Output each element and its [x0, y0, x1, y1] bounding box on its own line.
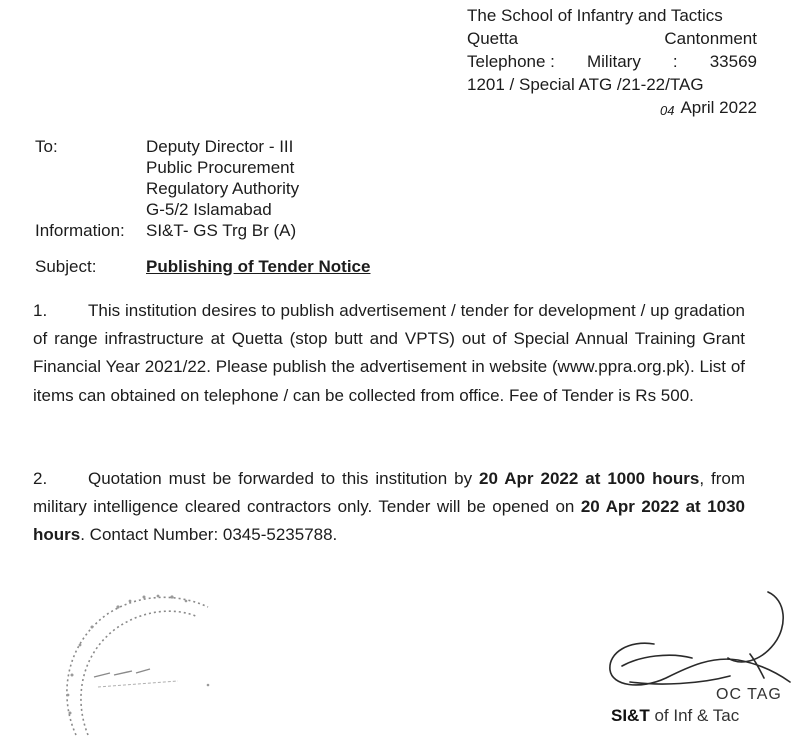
recipient-line: Regulatory Authority — [146, 179, 300, 198]
letterhead — [467, 4, 757, 119]
location-line — [467, 27, 757, 50]
institution-name: The School of Infantry and Tactics — [467, 6, 723, 25]
reference-number: 1201 / Special ATG /21-22/TAG — [467, 75, 704, 94]
telephone-number: 33569 — [709, 52, 757, 71]
subject-label: Subject: — [35, 257, 97, 276]
city: Quetta — [467, 29, 519, 48]
area: Cantonment — [664, 29, 757, 48]
to-label: To: — [35, 137, 58, 156]
paragraph-1 — [33, 297, 745, 410]
telephone-line — [467, 50, 757, 73]
date-day: 04 — [659, 103, 675, 118]
information-label: Information: — [35, 221, 125, 240]
paragraph-number: 1. — [33, 301, 48, 320]
recipient-address — [146, 136, 299, 220]
telephone-separator: : — [672, 52, 678, 71]
paragraph-text: , from military intelligence cleared contractors only. Tender will be opened on — [33, 469, 745, 517]
paragraph-number: 2. — [33, 469, 48, 488]
recipient-line: Deputy Director - III — [146, 137, 294, 156]
opening-time: 20 Apr 2022 at 1030 hours — [33, 497, 746, 545]
information-value: SI&T- GS Trg Br (A) — [146, 221, 297, 240]
paragraph-text: Quotation must be forwarded to this institution by — [88, 469, 480, 488]
date-line — [467, 96, 757, 119]
telephone-type: Military — [586, 52, 641, 71]
recipient-line: G-5/2 Islamabad — [146, 200, 272, 219]
paragraph-text: . Contact Number: 0345-5235788. — [80, 525, 338, 545]
recipient-line: Public Procurement — [146, 158, 295, 177]
signatory-title: OC TAG — [716, 686, 782, 703]
date-month-year: April 2022 — [680, 98, 757, 117]
organization-name: of Inf & Tac — [654, 706, 740, 725]
paragraph-2 — [33, 465, 745, 550]
paragraph-text: This institution desires to publish advertisement / tender for development / up gradation of range infrastructure at Quetta (stop butt and VPTS) out of Special Annual Training Grant Financial Year 2021/22. Please publish the advertisement in website (www.ppra.org.pk). List of items can obtained on telephone / can be collected from office. Fee of Tender is Rs 500. — [33, 301, 745, 405]
organization-prefix: SI&T — [611, 706, 650, 725]
subject-value: Publishing of Tender Notice — [146, 257, 371, 276]
round-stamp — [58, 585, 258, 745]
reference-line — [467, 73, 757, 96]
deadline-time: 20 Apr 2022 at 1000 hours — [479, 469, 700, 488]
telephone-label: Telephone : — [467, 52, 555, 71]
signatory-organization — [611, 706, 739, 726]
